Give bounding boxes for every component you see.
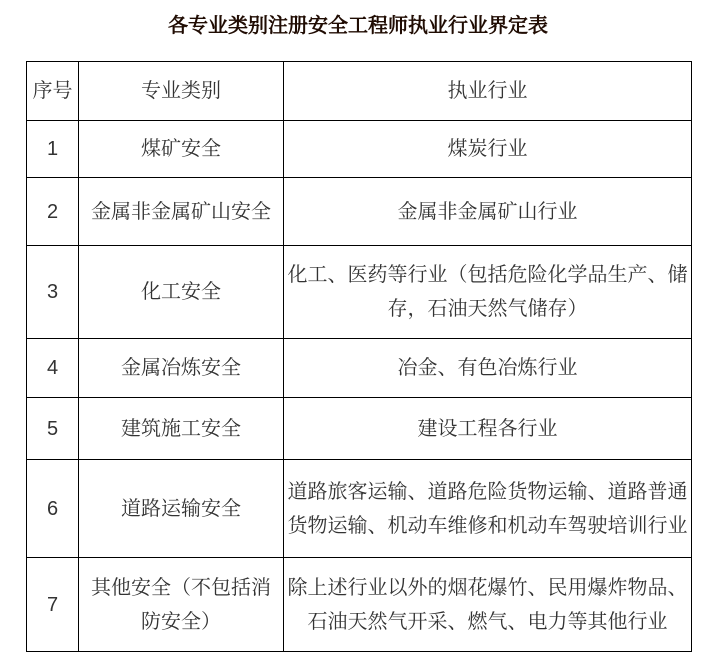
cell-industry: 除上述行业以外的烟花爆竹、民用爆炸物品、石油天然气开采、燃气、电力等其他行业 xyxy=(284,558,692,652)
header-cell-industry: 执业行业 xyxy=(284,62,692,121)
cell-seq: 5 xyxy=(27,398,79,460)
cell-category: 道路运输安全 xyxy=(79,460,284,558)
cell-industry: 化工、医药等行业（包括危险化学品生产、储存，石油天然气储存） xyxy=(284,246,692,339)
cell-industry: 道路旅客运输、道路危险货物运输、道路普通货物运输、机动车维修和机动车驾驶培训行业 xyxy=(284,460,692,558)
cell-seq: 1 xyxy=(27,121,79,178)
header-cell-category: 专业类别 xyxy=(79,62,284,121)
cell-industry: 冶金、有色冶炼行业 xyxy=(284,339,692,398)
table-header-row xyxy=(27,62,692,121)
cell-seq: 4 xyxy=(27,339,79,398)
table-row xyxy=(27,246,692,339)
cell-seq: 6 xyxy=(27,460,79,558)
cell-industry: 煤炭行业 xyxy=(284,121,692,178)
page-title: 各专业类别注册安全工程师执业行业界定表 xyxy=(168,15,548,37)
cell-category: 金属冶炼安全 xyxy=(79,339,284,398)
header-cell-seq: 序号 xyxy=(27,62,79,121)
cell-category: 煤矿安全 xyxy=(79,121,284,178)
table-row xyxy=(27,121,692,178)
industry-definition-table xyxy=(26,61,692,652)
table-row xyxy=(27,339,692,398)
cell-category: 化工安全 xyxy=(79,246,284,339)
table-row xyxy=(27,558,692,652)
table-row xyxy=(27,398,692,460)
cell-category: 其他安全（不包括消防安全） xyxy=(79,558,284,652)
cell-seq: 2 xyxy=(27,178,79,246)
cell-seq: 7 xyxy=(27,558,79,652)
cell-industry: 建设工程各行业 xyxy=(284,398,692,460)
table-row xyxy=(27,178,692,246)
cell-seq: 3 xyxy=(27,246,79,339)
cell-category: 金属非金属矿山安全 xyxy=(79,178,284,246)
cell-category: 建筑施工安全 xyxy=(79,398,284,460)
table-row xyxy=(27,460,692,558)
cell-industry: 金属非金属矿山行业 xyxy=(284,178,692,246)
